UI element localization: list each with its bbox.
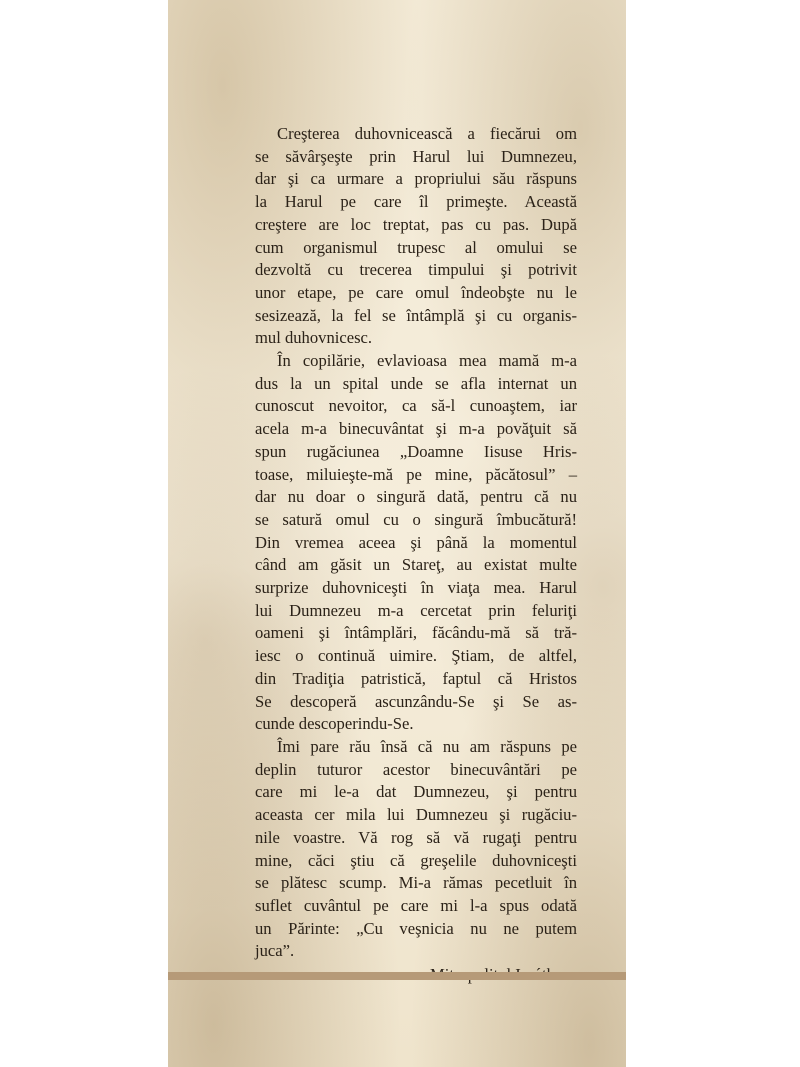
text-line: se săvârşeşte prin Harul lui Dumnezeu, [255, 146, 577, 166]
text-line: Creşterea duhovnicească a fiecărui om [277, 124, 577, 143]
paragraph-2 [255, 350, 577, 736]
text-line: cunde descoperindu-Se. [255, 714, 414, 734]
text-line: cunoscut nevoitor, ca să-l cunoaştem, iar [255, 396, 577, 416]
text-line: se plătesc scump. Mi-a rămas pecetluit în [255, 873, 577, 893]
text-line: când am găsit un Stareţ, au existat multe [255, 555, 577, 575]
text-line: oameni şi întâmplări, făcându-mă să tră- [255, 623, 577, 643]
paragraph-3 [255, 736, 577, 963]
text-line: aceasta cer mila lui Dumnezeu şi rugăciu- [255, 805, 577, 825]
text-line: Îmi pare rău însă că nu am răspuns pe [277, 736, 577, 756]
text-line: toase, miluieşte-mă pe mine, păcătosul” – [255, 464, 577, 484]
text-line: Din vremea aceea şi până la momentul [255, 532, 577, 552]
paragraph-1 [255, 123, 577, 350]
text-line: spun rugăciunea „Doamne Iisuse Hris- [255, 441, 577, 461]
text-line: surprize duhovniceşti în viaţa mea. Harul [255, 578, 577, 598]
text-line: unor etape, pe care omul îndeobşte nu le [255, 282, 577, 302]
text-line: mul duhovnicesc. [255, 328, 373, 348]
text-line: deplin tuturor acestor binecuvântări pe [255, 759, 577, 779]
text-line: mine, căci ştiu că greşelile duhovniceşti [255, 850, 577, 870]
text-line: un Părinte: „Cu veşnicia nu ne putem [255, 918, 577, 938]
text-line: Se descoperă ascunzându-Se şi Se as- [255, 691, 577, 711]
text-line: creştere are loc treptat, pas cu pas. După [255, 214, 577, 234]
body-text [255, 123, 577, 987]
text-line: se satură omul cu o singură îmbucătură! [255, 509, 577, 529]
text-line: sesizează, la fel se întâmplă şi cu organis- [255, 305, 577, 325]
text-line: juca”. [255, 941, 295, 961]
divider-bar [168, 972, 626, 980]
text-line: care mi le-a dat Dumnezeu, şi pentru [255, 782, 577, 802]
text-line: dezvoltă cu trecerea timpului şi potrivit [255, 260, 577, 280]
text-line: dus la un spital unde se afla internat un [255, 373, 577, 393]
text-line: dar şi ca urmare a propriului său răspuns [255, 169, 577, 189]
text-line: suflet cuvântul pe care mi l-a spus odată [255, 895, 577, 915]
text-line: iesc o continuă uimire. Ştiam, de altfel, [255, 646, 577, 666]
text-line: la Harul pe care îl primeşte. Această [255, 192, 577, 212]
text-line: În copilărie, evlavioasa mea mamă m-a [277, 351, 577, 371]
text-line: cum organismul trupesc al omului se [255, 237, 577, 257]
text-line: nile voastre. Vă rog să vă rugaţi pentru [255, 827, 577, 847]
text-line: dar nu doar o singură dată, pentru că nu [255, 487, 577, 507]
text-line: acela m-a binecuvântat şi m-a povăţuit să [255, 419, 577, 439]
text-line: din Tradiţia patristică, faptul că Hristos [255, 668, 577, 688]
text-line: lui Dumnezeu m-a cercetat prin feluriţi [255, 600, 577, 620]
book-page [168, 0, 626, 1067]
